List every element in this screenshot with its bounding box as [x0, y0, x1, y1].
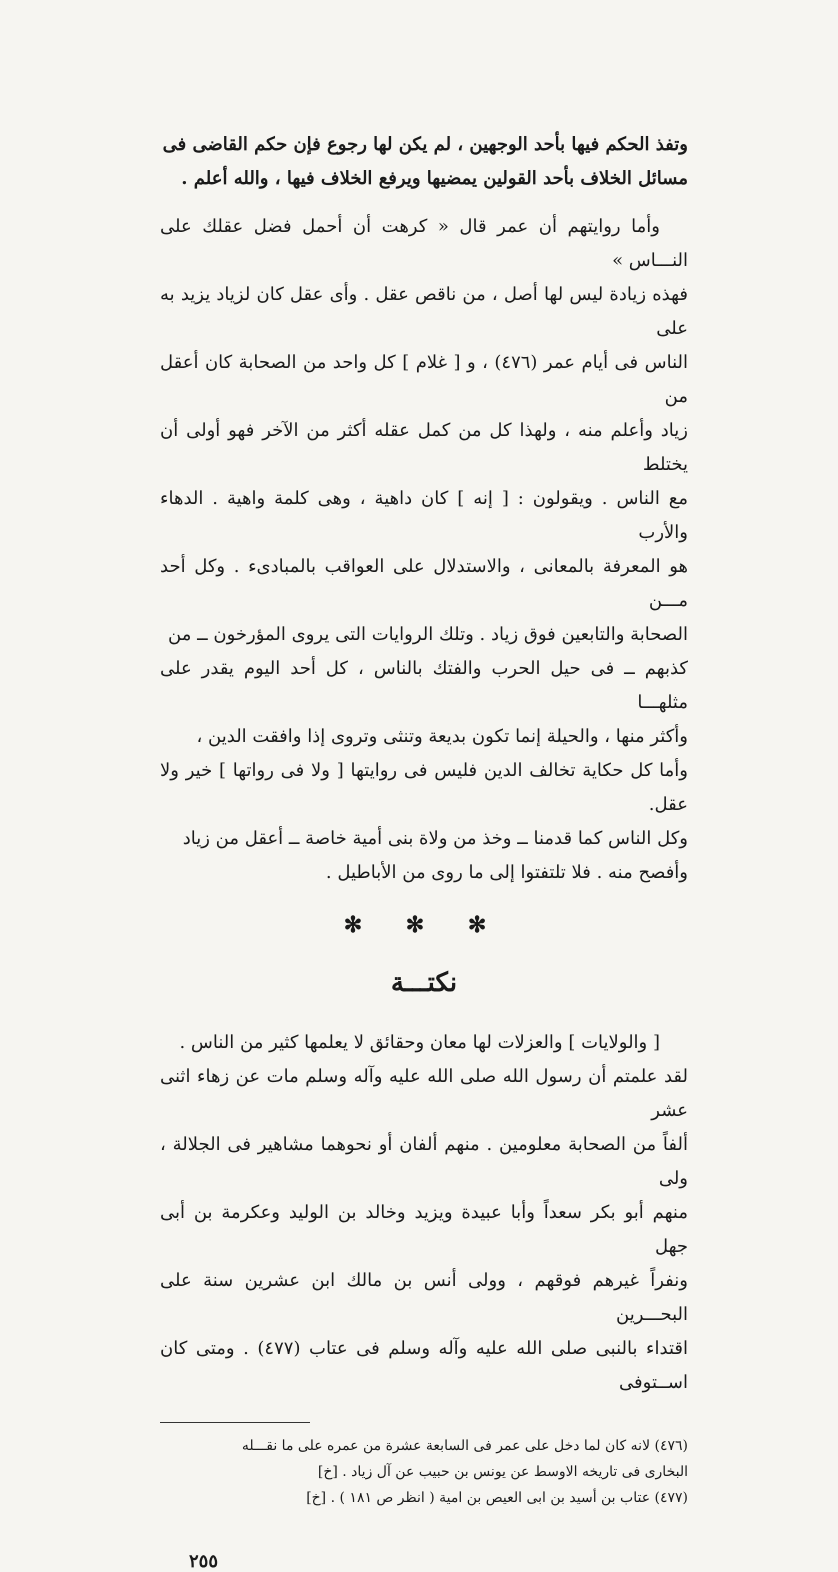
text-line: منهم أبو بكر سعداً وأبا عبيدة ويزيد وخالد بن الوليد وعكرمة بن أبى جهل: [160, 1202, 688, 1257]
text-line: ألفاً من الصحابة معلومين . منهم ألفان أو نحوهما مشاهير فى الجلالة ، ولى: [160, 1134, 688, 1189]
text-line: ونفراً غيرهم فوقهم ، وولى أنس بن مالك ابن عشرين سنة على البحـــرين: [160, 1270, 688, 1325]
footnote-line: (٤٧٧) عتاب بن أسيد بن ابى العيص بن امية ( انظر ص ١٨١ ) . [خ]: [306, 1490, 688, 1506]
text-line: وأما روايتهم أن عمر قال « كرهت أن أحمل فضل عقلك على النـــاس »: [160, 216, 688, 271]
text-line: مع الناس . ويقولون : [ إنه ] كان داهية ، وهى كلمة واهية . الدهاء والأرب: [160, 488, 688, 543]
footnote-line: (٤٧٦) لانه كان لما دخل على عمر فى السابعة عشرة من عمره على ما نقـــله: [241, 1438, 688, 1454]
text-line: اقتداء بالنبى صلى الله عليه وآله وسلم فى عتاب (٤٧٧) . ومتى كان اســتوفى: [160, 1338, 689, 1393]
text-line: وأكثر منها ، والحيلة إنما تكون بديعة وتنثى وتروى إذا وافقت الدين ،: [196, 726, 688, 747]
page-number: ٢٥٥: [188, 1551, 218, 1572]
intro-paragraph: [160, 128, 688, 196]
section2-paragraph: [160, 1026, 688, 1400]
text-line: [ والولايات ] والعزلات لها معان وحقائق لا يعلمها كثير من الناس .: [179, 1032, 660, 1053]
text-line: وتفذ الحكم فيها بأحد الوجهين ، لم يكن لها رجوع فإن حكم القاضى فى: [162, 134, 688, 155]
text-line: فهذه زيادة ليس لها أصل ، من ناقص عقل . وأى عقل كان لزياد يزيد به على: [160, 284, 688, 339]
text-line: لقد علمتم أن رسول الله صلى الله عليه وآله وسلم مات عن زهاء اثنى عشر: [160, 1066, 688, 1121]
text-line: كذبهم ــ فى حيل الحرب والفتك بالناس ، كل أحد اليوم يقدر على مثلهـــا: [160, 658, 688, 713]
text-line: الصحابة والتابعين فوق زياد . وتلك الروايات التى يروى المؤرخون ــ من: [168, 624, 688, 645]
text-line: زياد وأعلم منه ، ولهذا كل من كمل عقله أكثر من الآخر فهو أولى أن يختلط: [160, 420, 688, 475]
text-line: هو المعرفة بالمعانى ، والاستدلال على العواقب بالمبادىء . وكل أحد مـــن: [160, 556, 688, 611]
section-heading: نكتـــة: [390, 968, 458, 998]
text-line: مسائل الخلاف بأحد القولين يمضيها ويرفع الخلاف فيها ، والله أعلم .: [181, 168, 688, 189]
footnote-line: البخارى فى تاريخه الاوسط عن يونس بن حبيب عن آل زياد . [خ]: [317, 1464, 688, 1480]
section-separator: ✻ ✻ ✻: [343, 912, 505, 938]
text-line: وكل الناس كما قدمنا ــ وخذ من ولاة بنى أمية خاصة ــ أعقل من زياد: [182, 828, 688, 849]
section1-paragraph: [160, 210, 688, 890]
footnotes: [160, 1433, 688, 1511]
footnote-divider-wrap: [160, 1422, 688, 1423]
text-line: وأما كل حكاية تخالف الدين فليس فى روايتها [ ولا فى رواتها ] خير ولا عقل.: [160, 760, 688, 815]
text-line: وأفصح منه . فلا تلتفتوا إلى ما روى من الأباطيل .: [325, 862, 688, 883]
text-line: الناس فى أيام عمر (٤٧٦) ، و [ غلام ] كل واحد من الصحابة كان أعقل من: [160, 352, 689, 407]
footnote-divider: [160, 1422, 310, 1423]
